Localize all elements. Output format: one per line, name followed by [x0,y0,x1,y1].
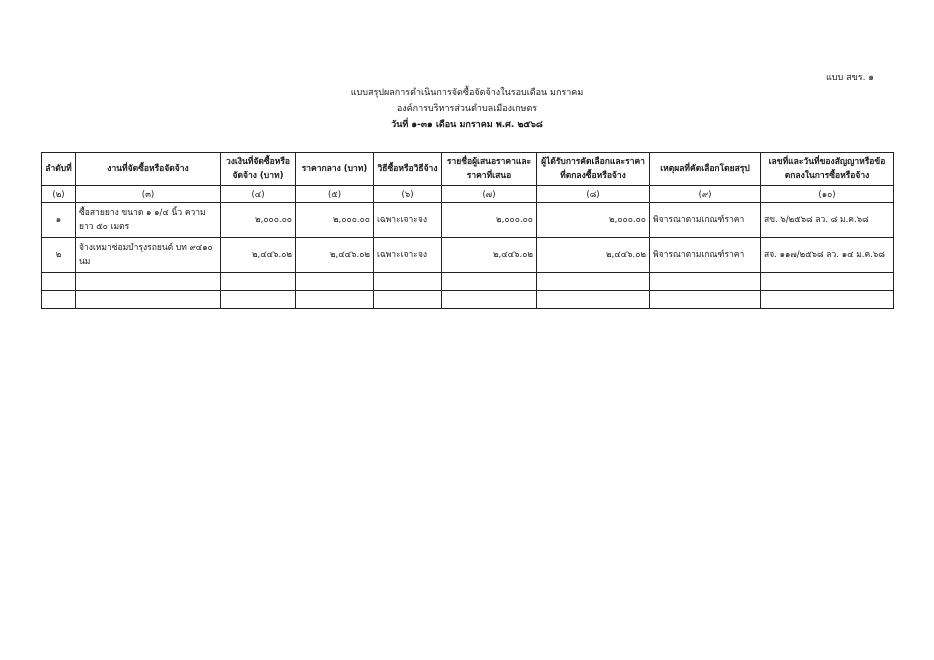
form-code: แบบ สขร. ๑ [826,73,875,83]
column-number: (๑๐) [761,186,894,203]
row-item: จ้างเหมาซ่อมบำรุงรถยนต์ บท ๙๔๑๐ นม [76,238,221,273]
row-item: ซื้อสายยาง ขนาด ๑ ๑/๔ นิ้ว ความยาว ๕๐ เมตร [76,203,221,238]
row-contract: สจ. ๑๑๗/๒๕๖๘ ลว. ๑๔ ม.ค.๖๘ [761,238,894,273]
row-method: เฉพาะเจาะจง [374,203,442,238]
column-number-row [42,186,894,203]
column-number: (๒) [42,186,76,203]
row-bidders: ๒,๐๐๐.๐๐ [442,203,537,238]
column-number: (๘) [537,186,650,203]
empty-table-row [42,291,894,309]
row-budget: ๒,๐๐๐.๐๐ [221,203,296,238]
row-budget: ๒,๔๔๖.๐๒ [221,238,296,273]
row-reason: พิจารณาตามเกณฑ์ราคา [650,203,761,238]
table-row [42,203,894,238]
row-median-price: ๒,๔๔๖.๐๒ [296,238,374,273]
column-number: (๖) [374,186,442,203]
document-header [0,85,934,133]
row-bidders: ๒,๔๔๖.๐๒ [442,238,537,273]
date-range: วันที่ ๑-๓๑ เดือน มกราคม พ.ศ. ๒๕๖๘ [391,120,543,130]
empty-table-row [42,273,894,291]
column-number: (๓) [76,186,221,203]
row-method: เฉพาะเจาะจง [374,238,442,273]
document-title: แบบสรุปผลการดำเนินการจัดซื้อจัดจ้างในรอบเดือน มกราคม [350,88,584,98]
column-number: (๔) [221,186,296,203]
row-winner: ๒,๐๐๐.๐๐ [537,203,650,238]
row-contract: สข. ๖/๒๕๖๘ ลว. ๘ ม.ค.๖๘ [761,203,894,238]
header-budget: วงเงินที่จัดซื้อหรือจัดจ้าง (บาท) [221,153,296,186]
row-no: ๒ [42,238,76,273]
column-number: (๙) [650,186,761,203]
header-no: ลำดับที่ [42,153,76,186]
row-no: ๑ [42,203,76,238]
row-median-price: ๒,๐๐๐.๐๐ [296,203,374,238]
table-row [42,238,894,273]
header-median-price: ราคากลาง (บาท) [296,153,374,186]
header-contract: เลขที่และวันที่ของสัญญาหรือข้อตกลงในการซื้อหรือจ้าง [761,153,894,186]
column-number: (๕) [296,186,374,203]
column-number: (๗) [442,186,537,203]
row-winner: ๒,๔๔๖.๐๒ [537,238,650,273]
header-bidders: รายชื่อผู้เสนอราคาและราคาที่เสนอ [442,153,537,186]
header-winner: ผู้ได้รับการคัดเลือกและราคาที่ตกลงซื้อหรือจ้าง [537,153,650,186]
header-reason: เหตุผลที่คัดเลือกโดยสรุป [650,153,761,186]
row-reason: พิจารณาตามเกณฑ์ราคา [650,238,761,273]
header-item: งานที่จัดซื้อหรือจัดจ้าง [76,153,221,186]
table-header-row [42,153,894,186]
procurement-summary-table [41,152,894,309]
organization-name: องค์การบริหารส่วนตำบลเมืองเกษตร [396,104,538,114]
header-method: วิธีซื้อหรือวิธีจ้าง [374,153,442,186]
